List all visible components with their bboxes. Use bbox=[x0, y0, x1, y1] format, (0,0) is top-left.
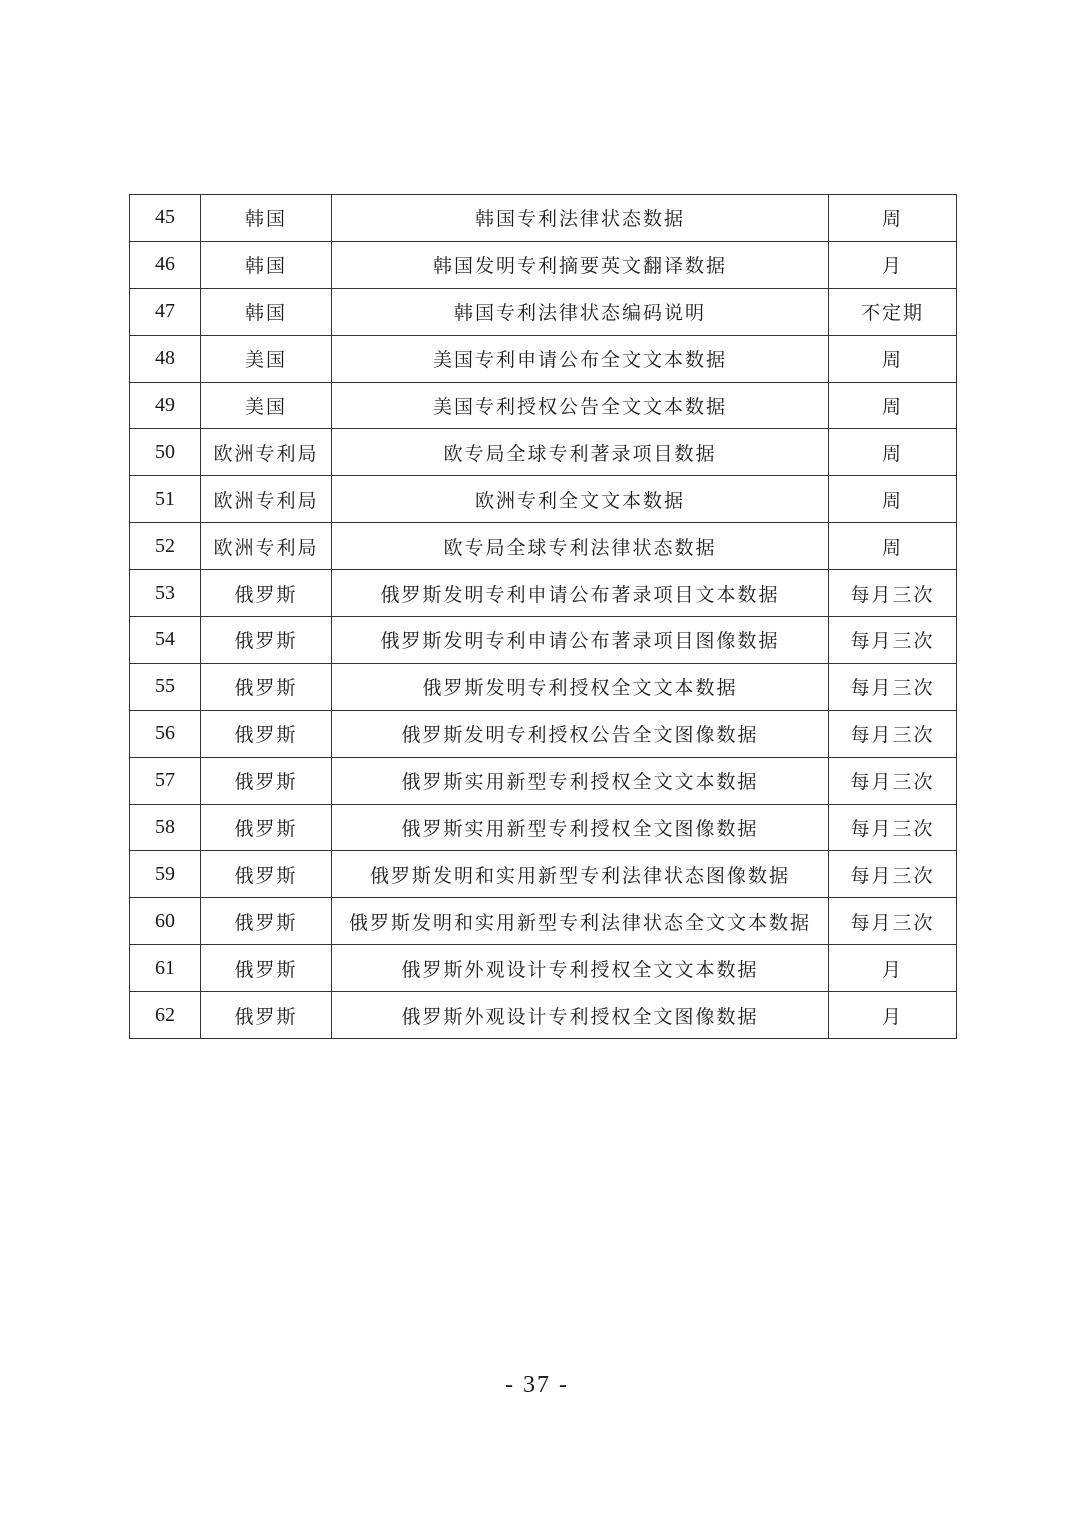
data-name-cell: 美国专利授权公告全文文本数据 bbox=[332, 382, 829, 429]
update-frequency-cell: 每月三次 bbox=[829, 851, 957, 898]
data-name-cell: 俄罗斯实用新型专利授权全文图像数据 bbox=[332, 804, 829, 851]
update-frequency-cell: 周 bbox=[829, 195, 957, 242]
table-row bbox=[130, 195, 957, 242]
data-name-cell: 欧洲专利全文文本数据 bbox=[332, 476, 829, 523]
update-frequency-cell: 月 bbox=[829, 992, 957, 1039]
update-frequency-cell: 不定期 bbox=[829, 288, 957, 335]
row-number-cell: 62 bbox=[130, 992, 201, 1039]
row-number-cell: 59 bbox=[130, 851, 201, 898]
update-frequency-cell: 每月三次 bbox=[829, 757, 957, 804]
row-number-cell: 48 bbox=[130, 335, 201, 382]
row-number-cell: 49 bbox=[130, 382, 201, 429]
data-name-cell: 俄罗斯发明专利授权全文文本数据 bbox=[332, 663, 829, 710]
country-cell: 俄罗斯 bbox=[201, 851, 332, 898]
row-number-cell: 58 bbox=[130, 804, 201, 851]
country-cell: 俄罗斯 bbox=[201, 617, 332, 664]
country-cell: 韩国 bbox=[201, 241, 332, 288]
row-number-cell: 54 bbox=[130, 617, 201, 664]
row-number-cell: 57 bbox=[130, 757, 201, 804]
row-number-cell: 50 bbox=[130, 429, 201, 476]
country-cell: 韩国 bbox=[201, 288, 332, 335]
table-row bbox=[130, 710, 957, 757]
row-number-cell: 45 bbox=[130, 195, 201, 242]
patent-data-table bbox=[129, 194, 957, 1039]
page-number: - 37 - bbox=[505, 1372, 569, 1398]
data-name-cell: 韩国专利法律状态编码说明 bbox=[332, 288, 829, 335]
table-row bbox=[130, 429, 957, 476]
table-row bbox=[130, 382, 957, 429]
country-cell: 俄罗斯 bbox=[201, 804, 332, 851]
update-frequency-cell: 月 bbox=[829, 945, 957, 992]
data-name-cell: 俄罗斯发明专利申请公布著录项目文本数据 bbox=[332, 570, 829, 617]
country-cell: 欧洲专利局 bbox=[201, 429, 332, 476]
update-frequency-cell: 每月三次 bbox=[829, 617, 957, 664]
table-row bbox=[130, 476, 957, 523]
update-frequency-cell: 每月三次 bbox=[829, 663, 957, 710]
country-cell: 俄罗斯 bbox=[201, 992, 332, 1039]
data-name-cell: 欧专局全球专利法律状态数据 bbox=[332, 523, 829, 570]
data-name-cell: 俄罗斯发明和实用新型专利法律状态全文文本数据 bbox=[332, 898, 829, 945]
data-name-cell: 俄罗斯发明专利申请公布著录项目图像数据 bbox=[332, 617, 829, 664]
row-number-cell: 55 bbox=[130, 663, 201, 710]
data-name-cell: 俄罗斯外观设计专利授权全文图像数据 bbox=[332, 992, 829, 1039]
country-cell: 美国 bbox=[201, 382, 332, 429]
update-frequency-cell: 周 bbox=[829, 476, 957, 523]
row-number-cell: 56 bbox=[130, 710, 201, 757]
data-name-cell: 俄罗斯外观设计专利授权全文文本数据 bbox=[332, 945, 829, 992]
table-row bbox=[130, 523, 957, 570]
country-cell: 俄罗斯 bbox=[201, 570, 332, 617]
data-name-cell: 韩国发明专利摘要英文翻译数据 bbox=[332, 241, 829, 288]
country-cell: 俄罗斯 bbox=[201, 757, 332, 804]
row-number-cell: 61 bbox=[130, 945, 201, 992]
country-cell: 俄罗斯 bbox=[201, 898, 332, 945]
data-name-cell: 欧专局全球专利著录项目数据 bbox=[332, 429, 829, 476]
table-row bbox=[130, 335, 957, 382]
country-cell: 美国 bbox=[201, 335, 332, 382]
row-number-cell: 52 bbox=[130, 523, 201, 570]
update-frequency-cell: 周 bbox=[829, 429, 957, 476]
update-frequency-cell: 每月三次 bbox=[829, 804, 957, 851]
update-frequency-cell: 每月三次 bbox=[829, 570, 957, 617]
table-row bbox=[130, 945, 957, 992]
row-number-cell: 53 bbox=[130, 570, 201, 617]
table-row bbox=[130, 992, 957, 1039]
update-frequency-cell: 每月三次 bbox=[829, 710, 957, 757]
update-frequency-cell: 周 bbox=[829, 523, 957, 570]
table-row bbox=[130, 851, 957, 898]
row-number-cell: 47 bbox=[130, 288, 201, 335]
table-row bbox=[130, 617, 957, 664]
country-cell: 欧洲专利局 bbox=[201, 476, 332, 523]
row-number-cell: 51 bbox=[130, 476, 201, 523]
data-name-cell: 俄罗斯实用新型专利授权全文文本数据 bbox=[332, 757, 829, 804]
data-name-cell: 俄罗斯发明和实用新型专利法律状态图像数据 bbox=[332, 851, 829, 898]
table-row bbox=[130, 757, 957, 804]
country-cell: 韩国 bbox=[201, 195, 332, 242]
data-name-cell: 美国专利申请公布全文文本数据 bbox=[332, 335, 829, 382]
update-frequency-cell: 周 bbox=[829, 382, 957, 429]
country-cell: 俄罗斯 bbox=[201, 710, 332, 757]
table-row bbox=[130, 241, 957, 288]
row-number-cell: 46 bbox=[130, 241, 201, 288]
country-cell: 俄罗斯 bbox=[201, 663, 332, 710]
row-number-cell: 60 bbox=[130, 898, 201, 945]
update-frequency-cell: 月 bbox=[829, 241, 957, 288]
data-name-cell: 俄罗斯发明专利授权公告全文图像数据 bbox=[332, 710, 829, 757]
country-cell: 欧洲专利局 bbox=[201, 523, 332, 570]
table-row bbox=[130, 663, 957, 710]
country-cell: 俄罗斯 bbox=[201, 945, 332, 992]
update-frequency-cell: 周 bbox=[829, 335, 957, 382]
data-name-cell: 韩国专利法律状态数据 bbox=[332, 195, 829, 242]
table-row bbox=[130, 898, 957, 945]
table-row bbox=[130, 288, 957, 335]
table-body bbox=[130, 195, 957, 1039]
table-row bbox=[130, 570, 957, 617]
table-row bbox=[130, 804, 957, 851]
update-frequency-cell: 每月三次 bbox=[829, 898, 957, 945]
